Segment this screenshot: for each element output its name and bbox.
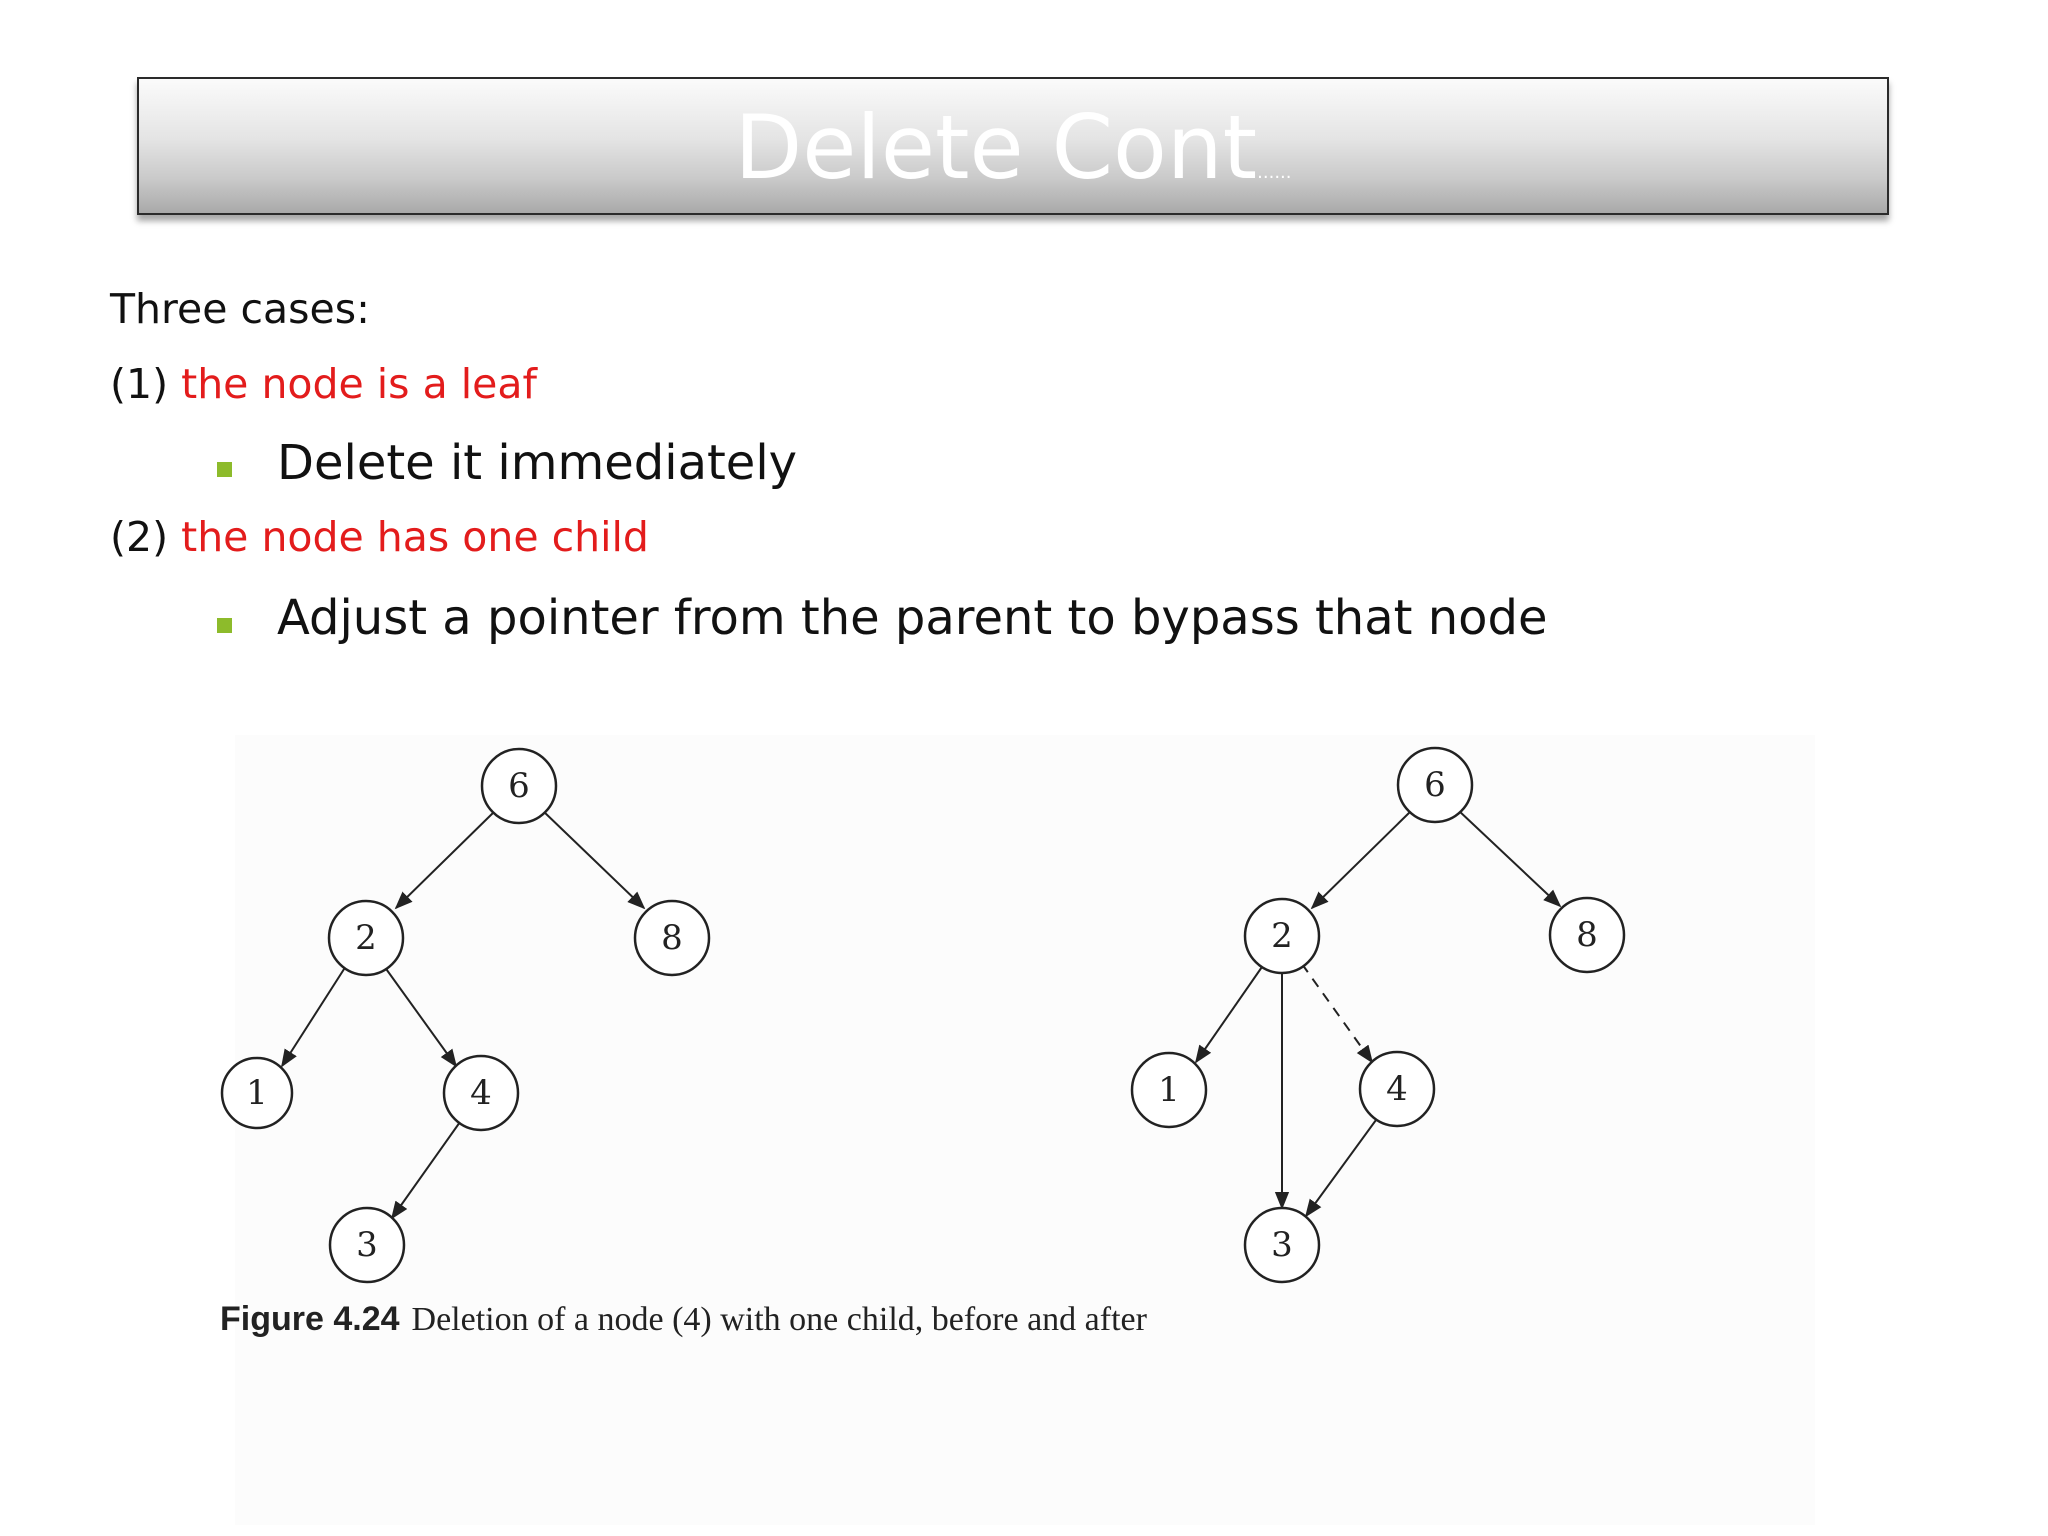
edge-6-8 (1458, 810, 1560, 906)
node-label: 6 (508, 766, 530, 806)
edge-2-4-dashed (1302, 964, 1372, 1062)
tree-node (1132, 1053, 1206, 1127)
tree-node (1245, 1208, 1319, 1282)
figure-caption-label: Figure 4.24 (220, 1300, 400, 1338)
tree-node (444, 1056, 518, 1130)
tree-node (329, 901, 403, 975)
edge-2-1 (1196, 964, 1264, 1062)
node-label: 3 (1271, 1225, 1293, 1265)
edge-6-8 (542, 810, 644, 908)
edge-2-1 (282, 966, 346, 1066)
slide-title-main: Delete Cont (734, 96, 1258, 199)
edge-4-3 (1306, 1120, 1376, 1216)
slide-title-suffix: ...... (1257, 162, 1292, 183)
tree-node (1245, 899, 1319, 973)
node-label: 3 (356, 1225, 378, 1265)
tree-node (1360, 1052, 1434, 1126)
tree-node (482, 749, 556, 823)
node-label: 2 (355, 918, 377, 958)
edge-2-4 (384, 966, 456, 1066)
node-label: 4 (1386, 1069, 1408, 1109)
node-label: 2 (1271, 916, 1293, 956)
after-tree-edges (1196, 810, 1560, 1216)
node-label: 4 (470, 1073, 492, 1113)
figure-caption-text: Deletion of a node (4) with one child, before and after (411, 1301, 1147, 1338)
node-label: 6 (1424, 765, 1446, 805)
node-label: 1 (246, 1073, 268, 1113)
tree-node (222, 1058, 292, 1128)
case-2-number: (2) (110, 513, 169, 561)
case-2-text: the node has one child (181, 513, 649, 561)
node-label: 8 (661, 918, 683, 958)
before-tree-edges (282, 810, 644, 1218)
node-label: 1 (1158, 1070, 1180, 1110)
case-1-number: (1) (110, 360, 169, 408)
edge-4-3 (392, 1122, 460, 1218)
figure-caption (220, 1300, 1147, 1339)
case-1-bullet: Delete it immediately (277, 435, 798, 491)
edge-6-2 (396, 810, 496, 908)
case-1-text: the node is a leaf (181, 360, 537, 408)
tree-node (1550, 898, 1624, 972)
tree-node (635, 901, 709, 975)
tree-node (1398, 748, 1472, 822)
tree-node (330, 1208, 404, 1282)
intro-text: Three cases: (110, 285, 370, 333)
case-2-bullet: Adjust a pointer from the parent to bypass that node (277, 590, 1548, 646)
edge-6-2 (1312, 810, 1412, 908)
node-label: 8 (1576, 915, 1598, 955)
